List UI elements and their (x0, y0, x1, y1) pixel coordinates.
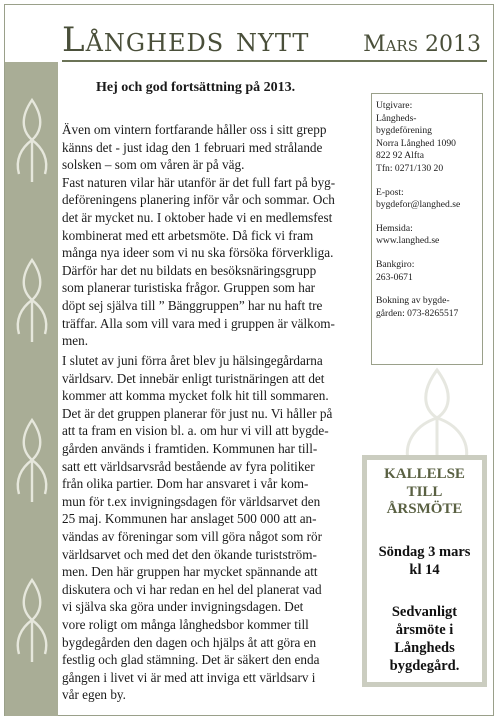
article-line: vändas av föreningar som vill göra något som rör (62, 528, 323, 544)
greeting-heading: Hej och god fortsättning på 2013. (96, 80, 296, 95)
callout-title (367, 466, 482, 519)
left-decorative-strip (5, 62, 58, 716)
article-line: diskutera och vi har redan en hel del planerat vad (62, 581, 322, 597)
article-line: solsken – som om våren är på väg. (62, 157, 245, 173)
article-line: som planerar turistiska frågor. Gruppen som har (62, 280, 316, 296)
email-link[interactable]: bygdefor@langhed.se (376, 199, 461, 211)
article-line: Även om vintern fortfarande håller oss i sitt grepp (62, 122, 327, 137)
floral-ornament-icon (11, 416, 53, 506)
website-link[interactable]: www.langhed.se (376, 235, 440, 247)
callout-note-line: årsmöte i (395, 621, 454, 638)
info-line: Bankgiro: (376, 258, 415, 270)
article-paragraph-2 (62, 352, 368, 704)
article-line: vore roligt om många långhedsbor kommer till (62, 616, 309, 632)
info-line: Långheds- (376, 112, 417, 124)
bankgiro-block (376, 259, 478, 284)
article-paragraph-1 (62, 121, 368, 350)
callout-date (367, 543, 482, 579)
article-line: 25 maj. Kommunen har anslaget 500 000 att an- (62, 511, 317, 527)
floral-ornament-icon (11, 576, 53, 666)
article-line: deföreningens planering inför vår och sommar. Och (62, 192, 335, 208)
info-line: 822 92 Alfta (376, 150, 424, 162)
article-line: satt ett världsarvsråd bestående av fyra politiker (62, 458, 315, 474)
article-line: att ta fram en vision bl. a. om hur vi vill att bygde- (62, 423, 329, 439)
article-line: många nya ideer som vi nu ska försöka förverkliga. (62, 245, 334, 261)
info-line: Utgivare: (376, 100, 413, 111)
info-line: 263-0671 (376, 271, 413, 283)
callout-note-line: Sedvanligt (391, 603, 458, 620)
floral-ornament-icon (11, 96, 53, 186)
masthead (62, 14, 487, 62)
article-line: festlig och glad stämning. Det är säkert den enda (62, 652, 320, 668)
newsletter-title: Långheds nytt (62, 20, 310, 60)
article-line: träffar. Alla som vill vara med i gruppen är välkom- (62, 315, 335, 331)
article-line: döpt sej själva till ” Bänggruppen” har nu haft tre (62, 297, 323, 313)
info-line: Bokning av bygde- (376, 295, 450, 307)
info-line: Tfn: 0271/130 20 (376, 162, 444, 174)
email-block (376, 187, 478, 212)
article-line: Därför har det nu bildats en besöksnäringsgrupp (62, 262, 317, 278)
article-line: Det är det gruppen planerar för just nu. Vi håller på (62, 405, 333, 421)
callout-date-line: Söndag 3 mars (378, 543, 471, 560)
article-line: världsarvet och med det den ökande turistström- (62, 546, 317, 562)
article-line: I slutet av juni förra året blev ju hälsingegårdarna (62, 353, 323, 368)
article-line: mun för t.ex invigningsdagen för världsarvet den (62, 493, 321, 509)
article-line: gången i livet vi är med att inviga ett världsarv i (62, 669, 316, 685)
article-line: men. Den här gruppen har mycket spännande att (62, 564, 318, 580)
issue-date: Mars 2013 (363, 32, 481, 57)
info-line: gården: 073-8265517 (376, 307, 459, 319)
info-line: E-post: (376, 186, 404, 198)
article-line: känns det - just idag den 1 februari med strålande (62, 139, 323, 155)
article-line: bygdegården den dagen och hjälps åt att göra en (62, 634, 317, 650)
callout-note-line: bygdegård. (389, 657, 460, 674)
info-line: bygdeförening (376, 125, 432, 137)
website-block (376, 223, 478, 248)
article-line: världsarv. Det innebär enligt turistnäringen att det (62, 370, 325, 386)
info-line: Norra Långhed 1090 (376, 137, 456, 149)
article-line: Fast naturen vilar här utanför är det full fart på byg- (62, 174, 336, 190)
callout-note (367, 603, 482, 675)
article-line: kommer att komma mycket folk hit till sommaren. (62, 388, 329, 404)
background-floral-ornament-icon (382, 360, 492, 470)
article-line: från olika partier. Dom har ansvaret i vår kom- (62, 476, 309, 492)
publisher-info-box (371, 93, 483, 365)
article-line: men. (62, 333, 89, 349)
booking-block (376, 295, 478, 320)
callout-title-line: ÅRSMÖTE (386, 501, 463, 517)
article-line: vår egen by. (62, 687, 126, 703)
floral-ornament-icon (11, 256, 53, 346)
annual-meeting-callout (362, 455, 487, 687)
info-line: Hemsida: (376, 222, 413, 234)
article-line: kombinerat med ett arbetsmöte. Då fick vi fram (62, 227, 314, 243)
callout-note-line: Långheds (394, 639, 455, 656)
callout-date-line: kl 14 (409, 561, 440, 578)
article-line: gården används i framtiden. Kommunen har till- (62, 440, 318, 456)
callout-title-line: TILL (406, 483, 443, 500)
callout-title-line: KALLELSE (384, 466, 465, 482)
article-line: vi själva ska göra under invigningsdagen. Det (62, 599, 304, 615)
publisher-block (376, 100, 478, 176)
article-line: det är mycket nu. I oktober hade vi en medlemsfest (62, 209, 333, 225)
